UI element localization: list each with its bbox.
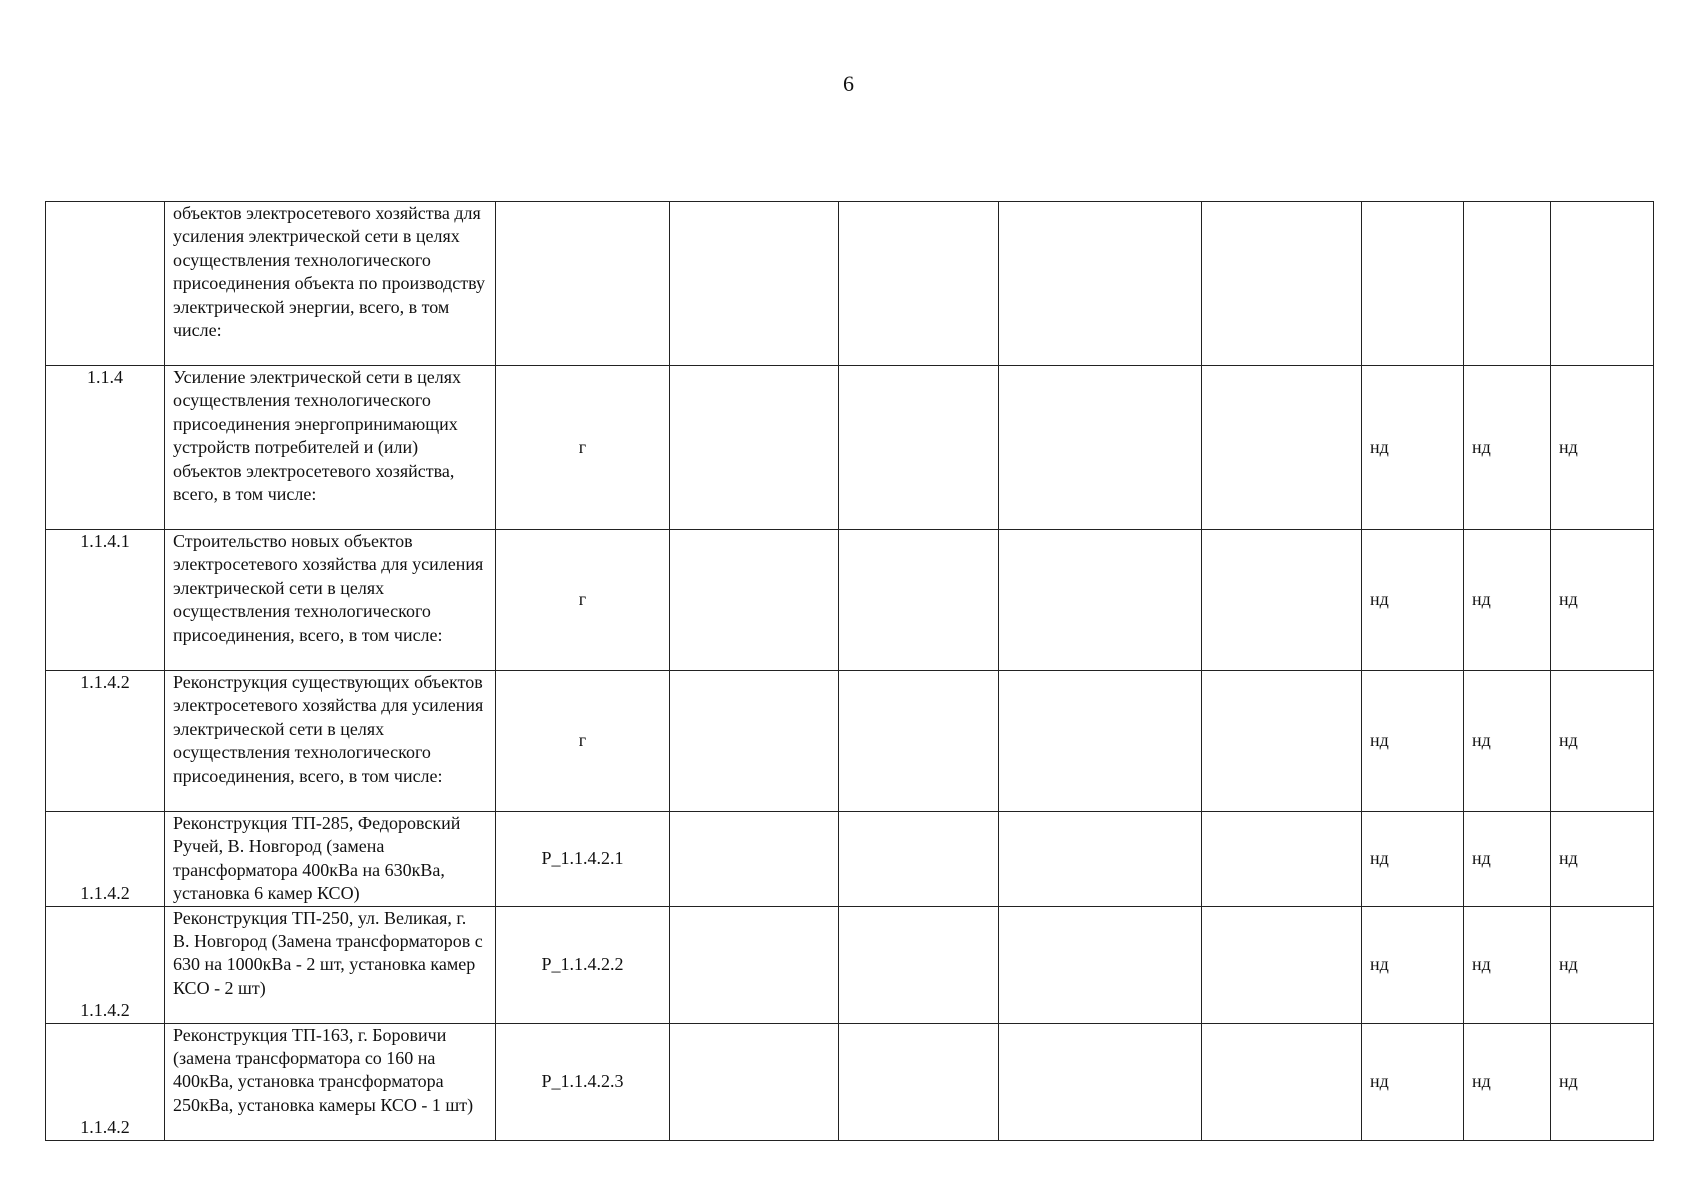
nd-cell — [1362, 202, 1464, 366]
row-code-cell — [496, 202, 670, 366]
empty-cell — [839, 671, 999, 812]
empty-cell — [839, 812, 999, 907]
row-name-cell: Реконструкция ТП-285, Федоровский Ручей, В. Новгород (замена трансформатора 400кВа на 630кВа, установка 6 камер КСО) — [165, 812, 496, 907]
nd-cell: нд — [1362, 530, 1464, 671]
nd-cell: нд — [1464, 812, 1551, 907]
empty-cell — [1202, 812, 1362, 907]
table-row — [46, 1023, 1654, 1140]
row-name-cell: Реконструкция ТП-250, ул. Великая, г. В. Новгород (Замена трансформаторов с 630 на 1000кВа - 2 шт, установка камер КСО - 2 шт) — [165, 906, 496, 1023]
nd-cell: нд — [1464, 366, 1551, 530]
empty-cell — [1202, 906, 1362, 1023]
empty-cell — [1202, 202, 1362, 366]
row-code-cell: г — [496, 530, 670, 671]
empty-cell — [670, 202, 839, 366]
empty-cell — [670, 812, 839, 907]
empty-cell — [999, 671, 1202, 812]
row-number-cell: 1.1.4 — [46, 366, 165, 530]
nd-cell: нд — [1464, 906, 1551, 1023]
row-code-cell: P_1.1.4.2.2 — [496, 906, 670, 1023]
empty-cell — [839, 202, 999, 366]
nd-cell: нд — [1551, 671, 1654, 812]
nd-cell: нд — [1464, 1023, 1551, 1140]
empty-cell — [999, 1023, 1202, 1140]
empty-cell — [1202, 366, 1362, 530]
nd-cell: нд — [1362, 812, 1464, 907]
empty-cell — [670, 671, 839, 812]
empty-cell — [670, 906, 839, 1023]
table-row — [46, 202, 1654, 366]
row-number-cell: 1.1.4.2 — [46, 671, 165, 812]
nd-cell: нд — [1551, 530, 1654, 671]
empty-cell — [839, 530, 999, 671]
page-number: 6 — [843, 71, 854, 96]
row-name-cell: Реконструкция ТП-163, г. Боровичи (замена трансформатора со 160 на 400кВа, установка трансформатора 250кВа, установка камеры КСО - 1 шт) — [165, 1023, 496, 1140]
nd-cell: нд — [1551, 812, 1654, 907]
empty-cell — [999, 530, 1202, 671]
table-row — [46, 906, 1654, 1023]
row-name-cell: Строительство новых объектов электросетевого хозяйства для усиления электрической сети в целях осуществления технологического присоединения, всего, в том числе: — [165, 530, 496, 671]
row-code-cell: г — [496, 366, 670, 530]
nd-cell: нд — [1551, 366, 1654, 530]
table-row — [46, 366, 1654, 530]
nd-cell — [1551, 202, 1654, 366]
nd-cell: нд — [1362, 1023, 1464, 1140]
empty-cell — [999, 812, 1202, 907]
row-number-cell: 1.1.4.2 — [46, 1023, 165, 1140]
row-code-cell: P_1.1.4.2.3 — [496, 1023, 670, 1140]
row-code-cell: P_1.1.4.2.1 — [496, 812, 670, 907]
nd-cell: нд — [1464, 671, 1551, 812]
empty-cell — [999, 366, 1202, 530]
nd-cell: нд — [1362, 366, 1464, 530]
table-row — [46, 530, 1654, 671]
empty-cell — [839, 1023, 999, 1140]
empty-cell — [670, 1023, 839, 1140]
row-number-cell: 1.1.4.2 — [46, 906, 165, 1023]
row-name-cell: Усиление электрической сети в целях осуществления технологического присоединения энергопринимающих устройств потребителей и (или) объектов электросетевого хозяйства, всего, в том числе: — [165, 366, 496, 530]
row-number-cell — [46, 202, 165, 366]
empty-cell — [999, 906, 1202, 1023]
investment-table — [45, 201, 1654, 1141]
nd-cell: нд — [1362, 906, 1464, 1023]
empty-cell — [1202, 530, 1362, 671]
empty-cell — [1202, 1023, 1362, 1140]
nd-cell: нд — [1362, 671, 1464, 812]
nd-cell: нд — [1551, 906, 1654, 1023]
empty-cell — [839, 906, 999, 1023]
row-number-cell: 1.1.4.1 — [46, 530, 165, 671]
table-row — [46, 671, 1654, 812]
row-code-cell: г — [496, 671, 670, 812]
empty-cell — [1202, 671, 1362, 812]
empty-cell — [670, 366, 839, 530]
empty-cell — [839, 366, 999, 530]
nd-cell: нд — [1551, 1023, 1654, 1140]
empty-cell — [999, 202, 1202, 366]
table-row — [46, 812, 1654, 907]
row-number-cell: 1.1.4.2 — [46, 812, 165, 907]
row-name-cell: Реконструкция существующих объектов электросетевого хозяйства для усиления электрической сети в целях осуществления технологического присоединения, всего, в том числе: — [165, 671, 496, 812]
nd-cell — [1464, 202, 1551, 366]
empty-cell — [670, 530, 839, 671]
nd-cell: нд — [1464, 530, 1551, 671]
row-name-cell: объектов электросетевого хозяйства для усиления электрической сети в целях осуществления технологического присоединения объекта по производству электрической энергии, всего, в том числе: — [165, 202, 496, 366]
